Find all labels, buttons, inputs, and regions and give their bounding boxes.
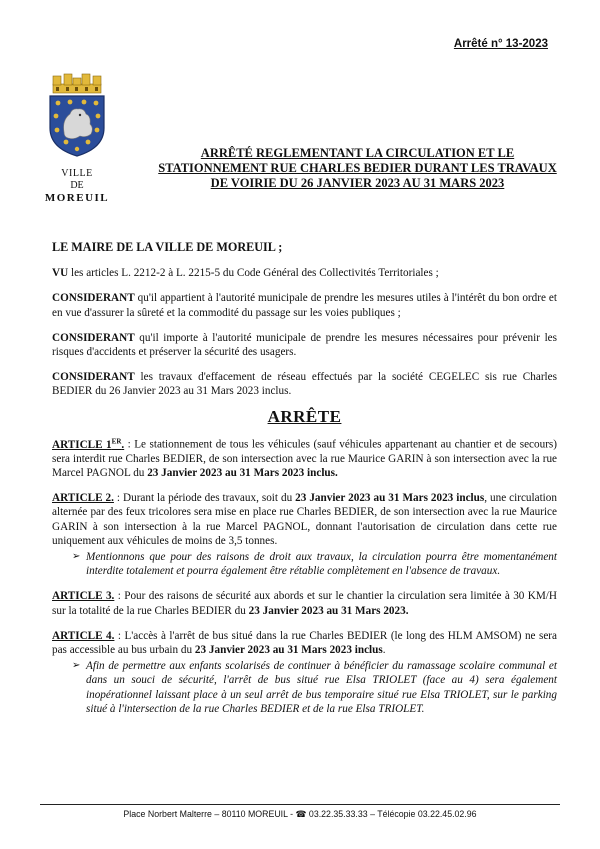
article-4-note — [52, 659, 557, 716]
vu-label: VU — [52, 267, 69, 280]
maire-heading: LE MAIRE DE LA VILLE DE MOREUIL ; — [52, 240, 283, 254]
article-1-label-end: . — [121, 438, 125, 451]
document-body — [52, 240, 557, 727]
considerant-label: CONSIDERANT — [52, 331, 135, 344]
article-2 — [52, 491, 557, 548]
footer-fax: – Télécopie 03.22.45.02.96 — [367, 809, 477, 819]
article-1-label-main: ARTICLE 1 — [52, 438, 112, 451]
article-3-label: ARTICLE 3. — [52, 590, 115, 603]
considerant-paragraph — [52, 370, 557, 398]
footer-address: Place Norbert Malterre – 80110 MOREUIL - — [123, 809, 296, 819]
article-3-text: : Pour des raisons de sécurité aux abords et sur le chantier la circulation sera limitée à 30 KM/H sur la totalité de la rue Charles BEDIER du — [52, 590, 557, 617]
article-1-dates: 23 Janvier 2023 au 31 Mars 2023 inclus. — [147, 466, 338, 479]
considerant-paragraph — [52, 291, 557, 319]
considerant-text: qu'il importe à l'autorité municipale de prendre les mesures nécessaires pour prévenir les risques d'accidents et préserver la sécurité des usagers. — [52, 331, 557, 359]
considerant-text: les travaux d'effacement de réseau effectués par la société CEGELEC sis rue Charles BEDIER du 26 Janvier 2023 au 31 Mars 2023 inclus. — [52, 371, 557, 398]
article-2-dates: 23 Janvier 2023 au 31 Mars 2023 inclus — [295, 492, 485, 505]
article-2-note-text: Mentionnons que pour des raisons de droit aux travaux, la circulation pourra être momentanément interdite totalement et pourra également être rétablie complètement en l'absence de travaux. — [86, 550, 557, 578]
footer-divider — [40, 804, 560, 805]
arrete-number: Arrêté n° 13-2023 — [453, 38, 548, 50]
document-title: ARRÊTÉ REGLEMENTANT LA CIRCULATION ET LE STATIONNEMENT RUE CHARLES BEDIER DURANT LES TRAVAUX DE VOIRIE DU 26 JANVIER 2023 AU 31 MARS 2023 — [158, 146, 557, 190]
article-2-text: : Durant la période des travaux, soit du — [113, 492, 296, 505]
article-1-label-sup: ER — [111, 436, 122, 445]
article-4-note-text: Afin de permettre aux enfants scolarisés de continuer à bénéficier du ramassage scolaire communal et dans un souci de sécurité, l'arrêt de bus situé rue Elsa TRIOLET (face au 4) sera également inopérationnel laissant place à un seul arrêt de bus temporaire situé rue Elsa TRIOLET, sur le parking situé à l'intersection de la rue Charles BEDIER et de la rue Elsa TRIOLET. — [86, 660, 557, 715]
considerant-text: qu'il appartient à l'autorité municipale de prendre les mesures utiles à l'intérêt du bon ordre et en vue d'assurer la sûreté et la commodité du passage sur les voies publiques ; — [52, 292, 557, 319]
phone-icon: ☎ — [295, 809, 307, 819]
footer-phone: 03.22.35.33.33 — [306, 809, 368, 819]
article-3 — [52, 589, 557, 617]
crest-line-ville: VILLE — [61, 168, 93, 179]
article-1-text: : Le stationnement de tous les véhicules (sauf véhicules appartenant au chantier et de secours) sera interdit rue Charles BEDIER, de son intersection avec la rue Maurice GARIN à son intersection avec la rue Marcel PAGNOL du — [52, 438, 557, 479]
crest-line-moreuil: MOREUIL — [44, 192, 110, 204]
town-crest — [42, 72, 112, 205]
vu-text: les articles L. 2212-2 à L. 2215-5 du Code Général des Collectivités Territoriales ; — [68, 267, 439, 280]
crest-line-de: DE — [70, 180, 84, 191]
article-3-dates: 23 Janvier 2023 au 31 Mars 2023. — [248, 604, 409, 617]
article-4-text: : L'accès à l'arrêt de bus situé dans la rue Charles BEDIER (le long des HLM AMSOM) ne sera pas accessible au bus urbain du — [52, 629, 557, 656]
article-4-label: ARTICLE 4. — [52, 629, 115, 642]
article-2-text-rest: , une circulation alternée par des feux tricolores sera mise en place rue Charles BEDIER, de son intersection avec la rue Maurice GARIN à son intersection à la rue Marcel PAGNOL, donnant l'autorisation de circulation dans cette rue uniquement aux véhicules de moins de 3,5 tonnes. — [52, 492, 557, 547]
vu-paragraph — [52, 266, 557, 280]
article-4-dates: 23 Janvier 2023 au 31 Mars 2023 inclus — [194, 644, 383, 656]
article-2-note — [52, 550, 557, 578]
arrow-bullet-icon: ➢ — [72, 660, 81, 672]
coat-of-arms-icon — [44, 72, 110, 158]
article-4 — [52, 629, 557, 657]
footer — [0, 809, 600, 820]
article-1 — [52, 434, 557, 480]
considerant-label: CONSIDERANT — [52, 292, 135, 305]
considerant-label: CONSIDERANT — [52, 371, 135, 384]
article-1-label — [52, 436, 125, 451]
arrow-bullet-icon: ➢ — [72, 550, 81, 562]
article-2-label: ARTICLE 2. — [52, 492, 114, 505]
article-4-text-end: . — [382, 644, 386, 656]
arrete-heading: ARRÊTE — [267, 406, 342, 426]
considerant-paragraph — [52, 331, 557, 359]
